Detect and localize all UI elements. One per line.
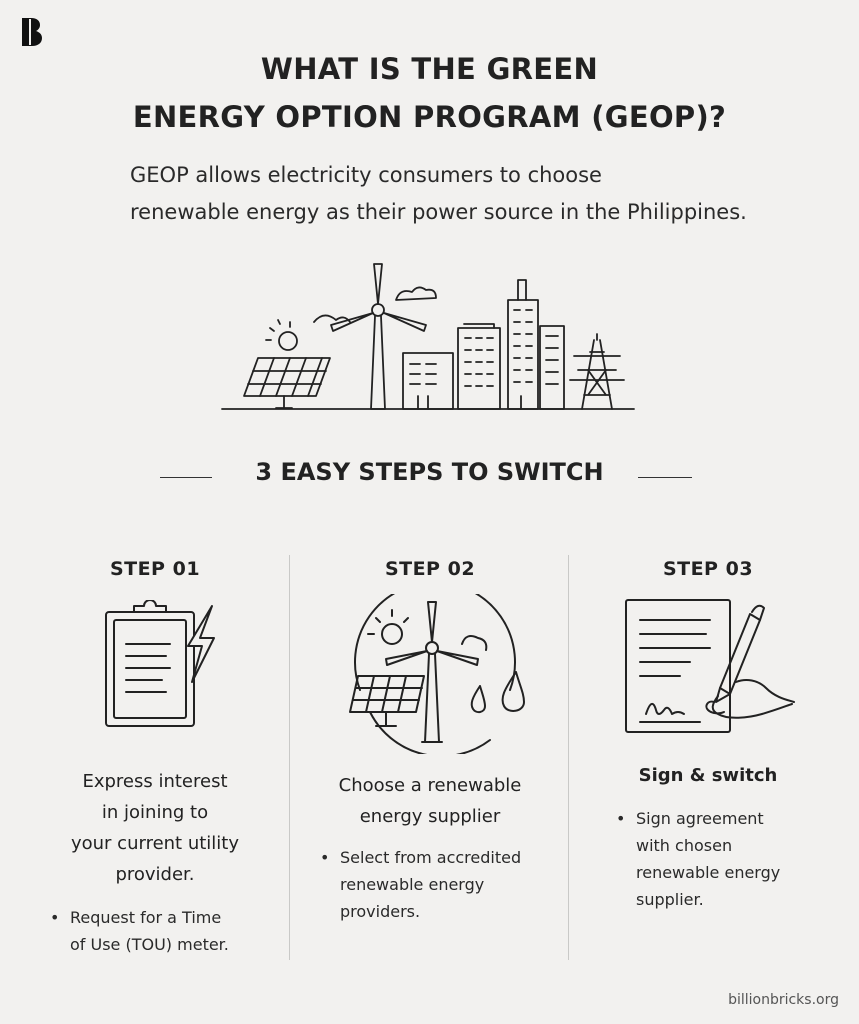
step-1-head-line: your current utility	[70, 833, 240, 854]
site-url[interactable]: billionbricks.org	[728, 992, 839, 1008]
step-1-head-line: in joining to	[101, 802, 209, 823]
intro-line2: renewable energy as their power source in the Philippines.	[130, 200, 747, 224]
city-buildings-icon	[403, 280, 564, 409]
renewable-energy-icon	[330, 594, 530, 754]
step-2-bullets	[340, 844, 570, 925]
transmission-tower-icon	[570, 334, 624, 409]
step-1-head-line: provider.	[115, 864, 195, 885]
step-1-column	[15, 552, 295, 958]
page-title-line2: ENERGY OPTION PROGRAM (GEOP)?	[132, 100, 727, 134]
step-3-label: STEP 03	[662, 558, 754, 580]
signing-contract-icon	[618, 598, 798, 738]
step-1-bullets	[70, 904, 295, 958]
step-2-head-line: Choose a renewable	[338, 775, 522, 796]
step-3-column	[568, 552, 848, 913]
sun-icon	[279, 332, 297, 350]
heading-rule-right	[638, 477, 692, 478]
step-1-head-line: Express interest	[82, 771, 228, 792]
billionbricks-logo	[20, 16, 46, 48]
step-3-head-line: Sign & switch	[638, 765, 778, 786]
steps-heading: 3 EASY STEPS TO SWITCH	[255, 458, 604, 486]
wind-turbine-icon	[331, 264, 426, 409]
step-3-bullets	[636, 805, 848, 913]
page-title-line1: WHAT IS THE GREEN	[260, 52, 599, 86]
step-1-label: STEP 01	[109, 558, 201, 580]
step-2-head-line: energy supplier	[359, 806, 501, 827]
step-2-label: STEP 02	[384, 558, 476, 580]
bullet-item: • Request for a Time of Use (TOU) meter.	[70, 904, 295, 958]
intro-line1: GEOP allows electricity consumers to choose	[130, 163, 602, 187]
solar-panel-icon	[244, 358, 330, 408]
bullet-item: • Sign agreement with chosen renewable energy supplier.	[636, 805, 848, 913]
bullet-item: • Select from accredited renewable energy providers.	[340, 844, 570, 925]
clipboard-lightning-icon	[90, 600, 220, 730]
renewable-city-illustration	[218, 258, 638, 418]
step-2-column	[290, 552, 570, 925]
